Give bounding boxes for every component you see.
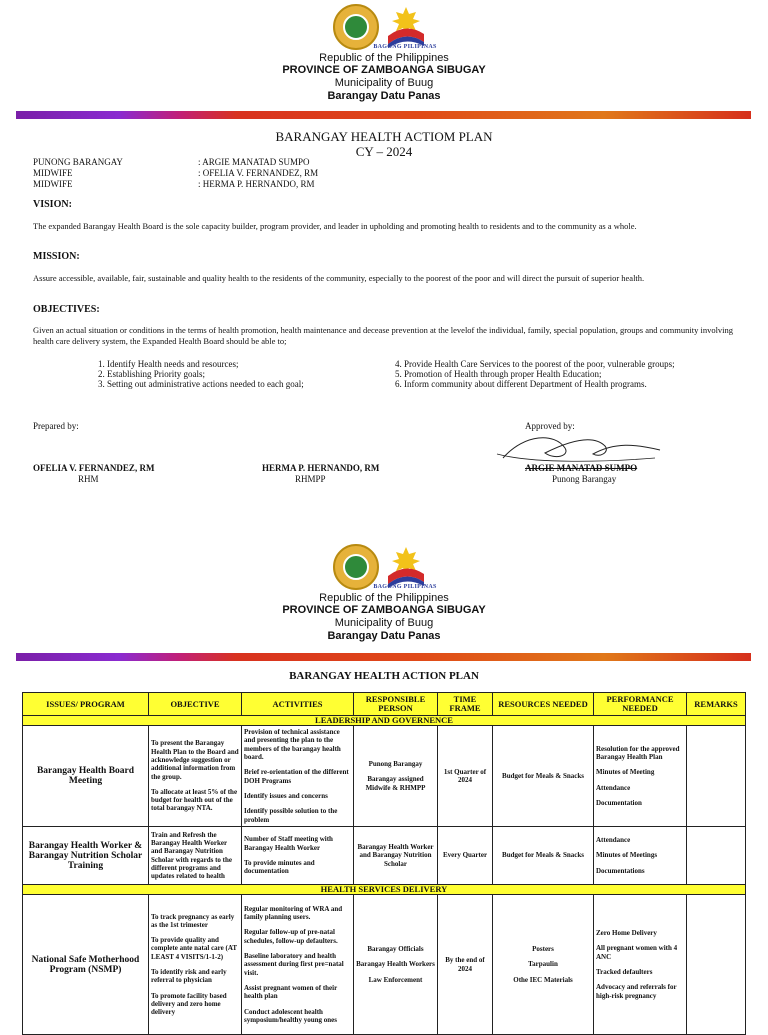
performance-cell: Zero Home Delivery All pregnant women with 4 ANC Tracked defaulters Advocacy and referrals for high-risk pregnancy <box>594 895 687 1035</box>
section-row <box>23 885 746 895</box>
approved-by-label: Approved by: <box>525 421 575 431</box>
signatory-name: ARGIE MANATAD SUMPO <box>525 463 638 473</box>
table-header-row <box>23 693 746 716</box>
remarks-cell <box>687 827 746 885</box>
remarks-cell <box>687 895 746 1035</box>
column-header: OBJECTIVE <box>149 693 242 716</box>
objective-item: 6. Inform community about different Department of Health programs. <box>395 379 647 389</box>
objective-item: 1. Identify Health needs and resources; <box>98 359 239 369</box>
responsible-cell: Punong Barangay Barangay assigned Midwife & RHMPP <box>354 726 438 827</box>
column-header: REMARKS <box>687 693 746 716</box>
objective-item: 3. Setting out administrative actions needed to each goal; <box>98 379 304 389</box>
responsible-cell: Barangay Officials Barangay Health Workers Law Enforcement <box>354 895 438 1035</box>
objectives-label: OBJECTIVES: <box>33 304 100 315</box>
barangay-line: Barangay Datu Panas <box>327 90 441 102</box>
province-line: PROVINCE OF ZAMBOANGA SIBUGAY <box>282 64 486 76</box>
objective-item: 2. Establishing Priority goals; <box>98 369 205 379</box>
official-name: : ARGIE MANATAD SUMPO <box>198 157 310 167</box>
activities-cell: Number of Staff meeting with Barangay Health Worker To provide minutes and documentation <box>242 827 354 885</box>
header-divider-bar <box>16 653 751 661</box>
page-title: BARANGAY HEALTH ACTIOM PLAN <box>275 129 493 144</box>
table-row <box>23 895 746 1035</box>
column-header: RESPONSIBLE PERSON <box>354 693 438 716</box>
signatory-title: RHMPP <box>295 474 326 484</box>
signatory-title: Punong Barangay <box>552 474 617 484</box>
bagong-pilipinas-label: BAGONG PILIPINAS <box>373 44 437 50</box>
header-logos <box>0 0 768 56</box>
official-role: MIDWIFE <box>33 168 73 178</box>
plan-title: BARANGAY HEALTH ACTION PLAN <box>289 670 479 682</box>
vision-text: The expanded Barangay Health Board is the sole capacity builder, program provider, and leader in upholding and promoting health to residents and to the community as a whole. <box>33 221 637 231</box>
activities-cell: Regular monitoring of WRA and family planning users. Regular follow-up of pre-natal schedules, follow-up defaulters. Baseline laboratory and health assessment during first pre=natal visit. Assist pregnant women of their health plan Conduct adolescent health symposium/healthy young ones <box>242 895 354 1035</box>
resources-cell: Posters Tarpaulin Othe IEC Materials <box>493 895 594 1035</box>
municipality-line: Municipality of Buug <box>334 77 434 89</box>
province-line: PROVINCE OF ZAMBOANGA SIBUGAY <box>282 604 486 616</box>
objectives-text: Given an actual situation or conditions in the terms of health promotion, health maintenance and decease prevention at the levelof the individual, family, special population, groups and community involving health care delivery system, the Expanded Health Board should be able to; <box>33 325 734 346</box>
table-row <box>23 726 746 827</box>
official-name: : OFELIA V. FERNANDEZ, RM <box>198 168 319 178</box>
vision-label: VISION: <box>33 199 72 210</box>
municipality-line: Municipality of Buug <box>334 617 434 629</box>
section-label: LEADERSHIP AND GOVERNENCE <box>23 716 746 726</box>
bagong-pilipinas-label: BAGONG PILIPINAS <box>373 584 437 590</box>
program-cell: Barangay Health Worker & Barangay Nutrition Scholar Training <box>23 827 149 885</box>
program-cell: Barangay Health Board Meeting <box>23 726 149 827</box>
timeframe-cell: Every Quarter <box>438 827 493 885</box>
page-subtitle: CY – 2024 <box>355 144 413 159</box>
column-header: PERFORMANCE NEEDED <box>594 693 687 716</box>
official-role: PUNONG BARANGAY <box>33 157 123 167</box>
objective-cell: Train and Refresh the Barangay Health Worker and Barangay Nutrition Scholar with regards to the different programs and updates related to health <box>149 827 242 885</box>
column-header: ACTIVITIES <box>242 693 354 716</box>
republic-line: Republic of the Philippines <box>319 52 449 64</box>
section-label: HEALTH SERVICES DELIVERY <box>23 885 746 895</box>
section-row <box>23 716 746 726</box>
header-logos <box>0 540 768 596</box>
objective-cell: To present the Barangay Health Plan to the Board and acknowledge suggestion or additional information from the group. To allocate at least 5% of the budget for health out of the total barangay NTA. <box>149 726 242 827</box>
resources-cell: Budget for Meals & Snacks <box>493 726 594 827</box>
official-name: : HERMA P. HERNANDO, RM <box>198 179 315 189</box>
header-divider-bar <box>16 111 751 119</box>
timeframe-cell: 1st Quarter of 2024 <box>438 726 493 827</box>
performance-cell: Attendance Minutes of Meetings Documentations <box>594 827 687 885</box>
performance-cell: Resolution for the approved Barangay Health Plan Minutes of Meeting Attendance Documentation <box>594 726 687 827</box>
signature-icon <box>495 428 665 468</box>
official-role: MIDWIFE <box>33 179 73 189</box>
mission-label: MISSION: <box>33 251 80 262</box>
objective-item: 5. Promotion of Health through proper Health Education; <box>395 369 602 379</box>
objective-cell: To track pregnancy as early as the 1st trimester To provide quality and complete ante natal care (AT LEAST 4 VISITS/1-1-2) To identify risk and early referral to physician To promote facility based delivery and zero home delivery <box>149 895 242 1035</box>
activities-cell: Provision of technical assistance and presenting the plan to the members of the barangay health board. Brief re-orientation of the different DOH Programs Identify issues and concerns Identify possible solution to the problem <box>242 726 354 827</box>
responsible-cell: Barangay Health Worker and Barangay Nutrition Scholar <box>354 827 438 885</box>
signatory-title: RHM <box>78 474 99 484</box>
barangay-line: Barangay Datu Panas <box>327 630 441 642</box>
republic-line: Republic of the Philippines <box>319 592 449 604</box>
column-header: RESOURCES NEEDED <box>493 693 594 716</box>
table-row <box>23 827 746 885</box>
signatory-name: HERMA P. HERNANDO, RM <box>262 463 380 473</box>
resources-cell: Budget for Meals & Snacks <box>493 827 594 885</box>
objective-item: 4. Provide Health Care Services to the poorest of the poor, vulnerable groups; <box>395 359 675 369</box>
timeframe-cell: By the end of 2024 <box>438 895 493 1035</box>
prepared-by-label: Prepared by: <box>33 421 79 431</box>
signatory-name: OFELIA V. FERNANDEZ, RM <box>33 463 155 473</box>
column-header: TIME FRAME <box>438 693 493 716</box>
column-header: ISSUES/ PROGRAM <box>23 693 149 716</box>
health-action-plan-table <box>22 692 746 1035</box>
remarks-cell <box>687 726 746 827</box>
mission-text: Assure accessible, available, fair, sustainable and quality health to the residents of the community, especially to the poorest of the poor and will direct the pursuit of superior health. <box>33 273 645 283</box>
program-cell: National Safe Motherhood Program (NSMP) <box>23 895 149 1035</box>
